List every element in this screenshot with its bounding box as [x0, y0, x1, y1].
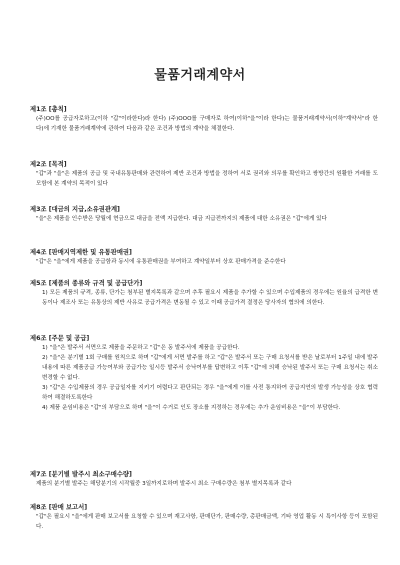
article-items [30, 288, 378, 308]
article-heading: 제2조 [목적] [30, 161, 67, 168]
article-2 [30, 160, 378, 189]
article-5 [30, 279, 378, 308]
article-7 [30, 470, 378, 489]
article-6 [30, 334, 378, 413]
document-title: 물품거래계약서 [154, 68, 246, 83]
article-items [30, 343, 378, 413]
article-heading: 제6조 [주문 및 공급] [30, 335, 90, 342]
article-item: 2) "을"은 분기별 1회 구매를 원칙으로 하며 "갑"에게 서면 발주를 하고 "갑"은 발주서 또는 구매 요청서를 받은 날로부터 1주일 내에 발주내용에 따른 제품공급 가능여부와 공급가능 일시등 발주서 승낙여부를 답변하고 이후 "갑"에 의해 승낙된 발주서 또는 구매 요청서는 취소 변경할 수 없다. [42, 355, 378, 381]
article-1 [30, 105, 378, 134]
article-heading: 제7조 [분기별 발주시 최소구매수량] [30, 471, 132, 478]
article-heading: 제8조 [판매 보고서] [30, 504, 88, 511]
article-item: 1) "을"은 발주서 서면으로 제품을 주문하고 "갑"은 동 발주서에 제품을 공급한다. [42, 345, 240, 351]
article-body: "을"은 제품을 인수받은 당월에 현금으로 대금을 전액 지급한다. 대금 지급전까지의 제품에 대한 소유권은 "갑"에게 있다 [36, 216, 327, 222]
article-item: 4) 제품 운임비용은 "갑"의 부담으로 하며 "을"이 수거로 인도 장소를 지정하는 경우에는 추가 운임비용은 "을"이 부담한다. [42, 405, 341, 411]
article-body: "갑"은 필요시 "을"에게 판매 보고서를 요청할 수 있으며 재고사항, 판매단가, 판매수량, 총판매금액, 기타 영업 활동 시 특이사항 등이 포함된다. [36, 514, 378, 530]
article-3 [30, 205, 378, 224]
article-heading: 제3조 [대금의 지급,소유권관계] [30, 206, 120, 213]
article-body: "갑"과 "을"은 제품의 공급 및 국내유통판매와 관련하여 제반 조건과 방법을 정하여 서로 권리와 의무를 확인하고 쌍방간의 원활한 거래를 도모함에 본 계약의 목적이 있다 [36, 171, 378, 187]
article-8 [30, 503, 378, 532]
article-heading: 제5조 [제품의 종류와 규격 및 공급단가] [30, 280, 143, 287]
article-item: 3) "갑"은 수입제품의 경우 공급일자를 지키기 어렵다고 판단되는 경우 "을"에게 이를 사전 통지하여 공급지연의 발생 가능성을 상호 협력하여 해결하도록한다 [42, 385, 378, 401]
article-body: 제품의 분기별 발주는 해당분기의 시작월중 3일까지로하며 발주시 최소 구매수량은 첨부 별지목록과 같다 [36, 481, 292, 487]
article-item: 1) 모든 제품의 규격, 종류, 단가는 첨부된 별지목록과 같으며 추후 필요시 제품을 추가할 수 있으며 수입제품의 경우에는 원율의 급격한 변동이나 제조사 또는 유통상의 제반 사유로 공급가격은 변동될 수 있고 이때 공급가격 결정은 당사자의 협의에 의한다. [42, 290, 378, 306]
article-4 [30, 248, 378, 267]
article-body: (주)OO를 공급자로하고(이하 "갑"이라한다)라 한다) (주)OOO를 구매자로 하여(이하"을"이라 한다)는 물품거래계약서(이하"계약서"라 한다)에 기재한 물품거래계약에 관하여 다음과 같은 조건과 방법의 계약을 체결한다. [36, 116, 378, 132]
article-heading: 제4조 [판매지역제한 및 유통판매권] [30, 249, 132, 256]
article-body: "갑"은 "을"에게 제품을 공급함과 동시에 유통판매권을 부여하고 계약일부터 상호 판매가격을 준수한다 [36, 259, 286, 265]
article-heading: 제1조 [총칙] [30, 106, 67, 113]
